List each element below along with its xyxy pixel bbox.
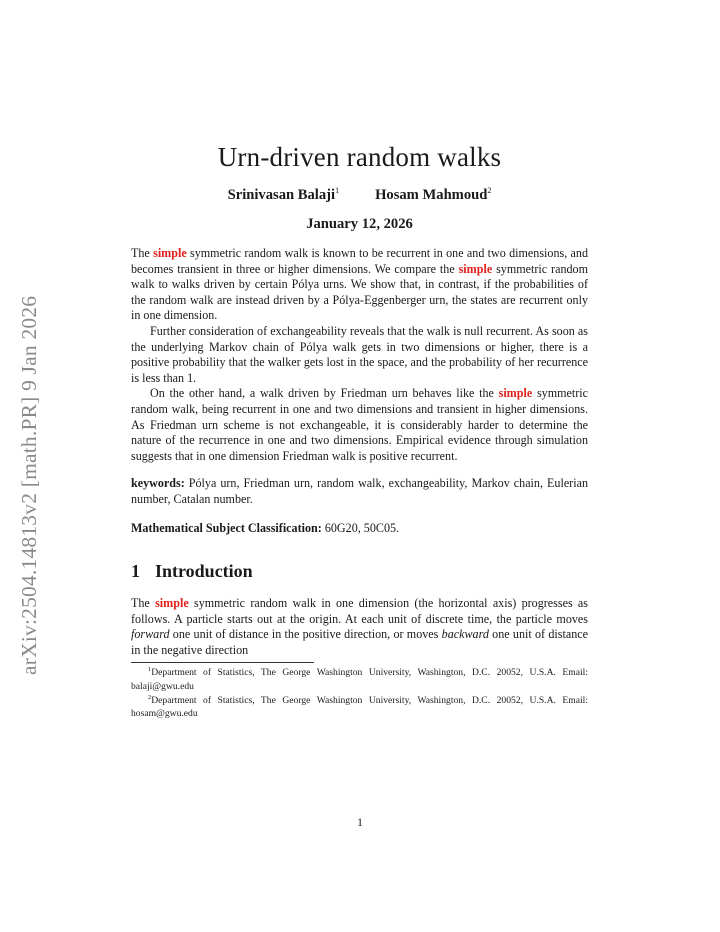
arxiv-side-stamp: arXiv:2504.14813v2 [math.PR] 9 Jan 2026 [17, 295, 41, 675]
author [228, 186, 339, 204]
intro-paragraph: The simple symmetric random walk in one dimension (the horizontal axis) progresses as follows. A particle starts out at the origin. At each unit of discrete time, the particle moves forward one unit of distance in the positive direction, or moves backward one unit of distance in the negative direction [131, 596, 589, 657]
keywords-text: Pólya urn, Friedman urn, random walk, exchangeability, Markov chain, Eulerian number, Catalan number. [131, 476, 588, 506]
section-number: 1 [131, 561, 140, 582]
msc-text: 60G20, 50C05. [321, 520, 400, 535]
highlighted-term: simple [498, 386, 533, 401]
author [375, 186, 491, 204]
msc-label: Mathematical Subject Classification: [131, 520, 322, 535]
emphasis: forward [131, 627, 170, 642]
footnotes [131, 666, 588, 720]
footnote-mark: 1 [335, 186, 340, 196]
highlighted-term: simple [458, 261, 493, 276]
emphasis: backward [441, 627, 489, 642]
footnote-mark: 2 [148, 693, 152, 701]
author-list [131, 186, 588, 204]
abstract [131, 246, 588, 464]
footnote-mark: 2 [487, 186, 492, 196]
subject-classification [131, 521, 588, 537]
footnote-mark: 1 [148, 666, 152, 674]
highlighted-term: simple [155, 596, 189, 611]
footnote: $^2$Department of Statistics, The George Washington University, Washington, D.C. 20052, U.S.A. Email: hosam@gwu.edu [131, 693, 588, 720]
section-heading [131, 560, 588, 582]
author-name: Hosam Mahmoud [375, 187, 488, 203]
keywords-label: keywords: [131, 476, 185, 491]
paper-page [131, 140, 588, 721]
abstract-paragraph: Further consideration of exchangeability reveals that the walk is null recurrent. As soon as the underlying Markov chain of Pólya walk gets in two dimensions or higher, there is a positive probability that the walker gets lost in the space, and the probability of her recurrence is less than 1. [131, 323, 588, 385]
author-name: Srinivasan Balaji [227, 187, 336, 203]
section-title: Introduction [155, 561, 253, 582]
highlighted-term: simple [153, 246, 187, 260]
keywords [131, 476, 588, 507]
footnote-divider [131, 662, 314, 663]
abstract-paragraph: On the other hand, a walk driven by Friedman urn behaves like the simple symmetric random walk, being recurrent in one and two dimensions and transient in higher dimensions. As Friedman urn scheme is not exchangeable, it is considerably harder to determine the nature of the recurrence in one and two dimensions. Empirical evidence through simulation suggests that in one dimension Friedman walk is positive recurrent. [131, 386, 588, 463]
page-number: 1 [357, 815, 363, 829]
footnote: $^1$Department of Statistics, The George Washington University, Washington, D.C. 20052, U.S.A. Email: balaji@gwu.edu [131, 666, 588, 693]
paper-date: January 12, 2026 [306, 216, 413, 232]
abstract-paragraph: The simple symmetric random walk is known to be recurrent in one and two dimensions, and becomes transient in three or higher dimensions. We compare the simple symmetric random walk to walks driven by certain Pólya urns. We show that, in contrast, if the probabilities of the random walk are instead driven by a Pólya-Eggenberger urn, the states are recurrent only in one dimension. [131, 246, 588, 323]
paper-title: Urn-driven random walks [217, 142, 502, 172]
